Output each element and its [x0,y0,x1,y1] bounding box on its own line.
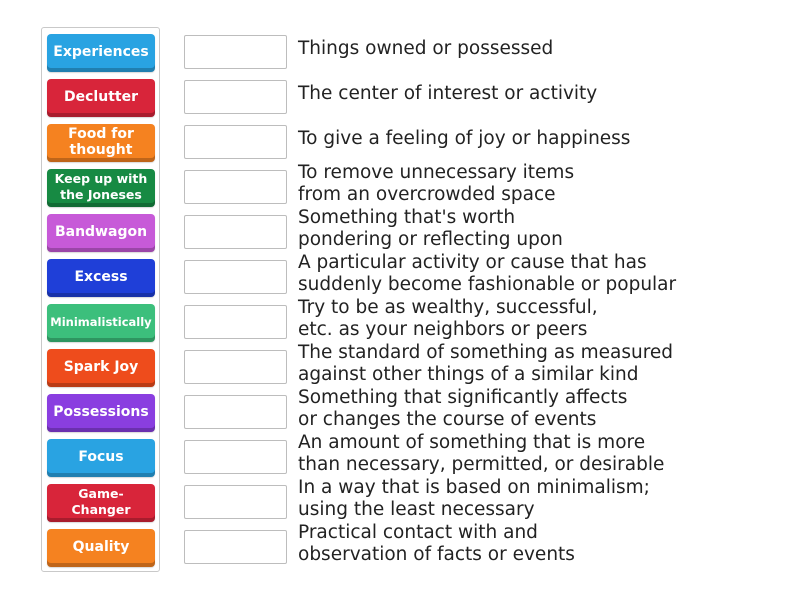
definition-3: To give a feeling of joy or happiness [298,128,631,149]
drop-slot-12[interactable] [184,530,287,564]
definition-7: Try to be as wealthy, successful, etc. as your neighbors or peers [298,297,598,340]
drop-slot-9[interactable] [184,395,287,429]
definition-10: An amount of something that is more than necessary, permitted, or desirable [298,432,665,475]
drop-slot-2[interactable] [184,80,287,114]
drop-slot-6[interactable] [184,260,287,294]
definition-1: Things owned or possessed [298,38,554,59]
tile-excess[interactable]: Excess [47,259,155,297]
tile-food-for-thought[interactable]: Food for thought [47,124,155,162]
definition-4: To remove unnecessary items from an overcrowded space [298,162,575,205]
definition-2: The center of interest or activity [298,83,598,104]
definition-11: In a way that is based on minimalism; using the least necessary [298,477,650,520]
drop-slot-3[interactable] [184,125,287,159]
drop-slot-11[interactable] [184,485,287,519]
tile-spark-joy[interactable]: Spark Joy [47,349,155,387]
definition-5: Something that's worth pondering or reflecting upon [298,207,563,250]
drop-slot-4[interactable] [184,170,287,204]
definition-9: Something that significantly affects or changes the course of events [298,387,628,430]
definition-12: Practical contact with and observation of facts or events [298,522,575,565]
drop-slot-7[interactable] [184,305,287,339]
drop-slot-1[interactable] [184,35,287,69]
tile-minimalistically[interactable]: Minimalistically [47,304,155,342]
definition-6: A particular activity or cause that has suddenly become fashionable or popular [298,252,677,295]
drop-slot-8[interactable] [184,350,287,384]
tile-game-changer[interactable]: Game-Changer [47,484,155,522]
drop-slot-5[interactable] [184,215,287,249]
drop-slot-10[interactable] [184,440,287,474]
tile-focus[interactable]: Focus [47,439,155,477]
tile-keep-up-with-the-joneses[interactable]: Keep up with the Joneses [47,169,155,207]
tile-quality[interactable]: Quality [47,529,155,567]
tile-experiences[interactable]: Experiences [47,34,155,72]
definition-8: The standard of something as measured against other things of a similar kind [298,342,674,385]
tile-possessions[interactable]: Possessions [47,394,155,432]
word-bank [41,27,160,572]
tile-declutter[interactable]: Declutter [47,79,155,117]
tile-bandwagon[interactable]: Bandwagon [47,214,155,252]
